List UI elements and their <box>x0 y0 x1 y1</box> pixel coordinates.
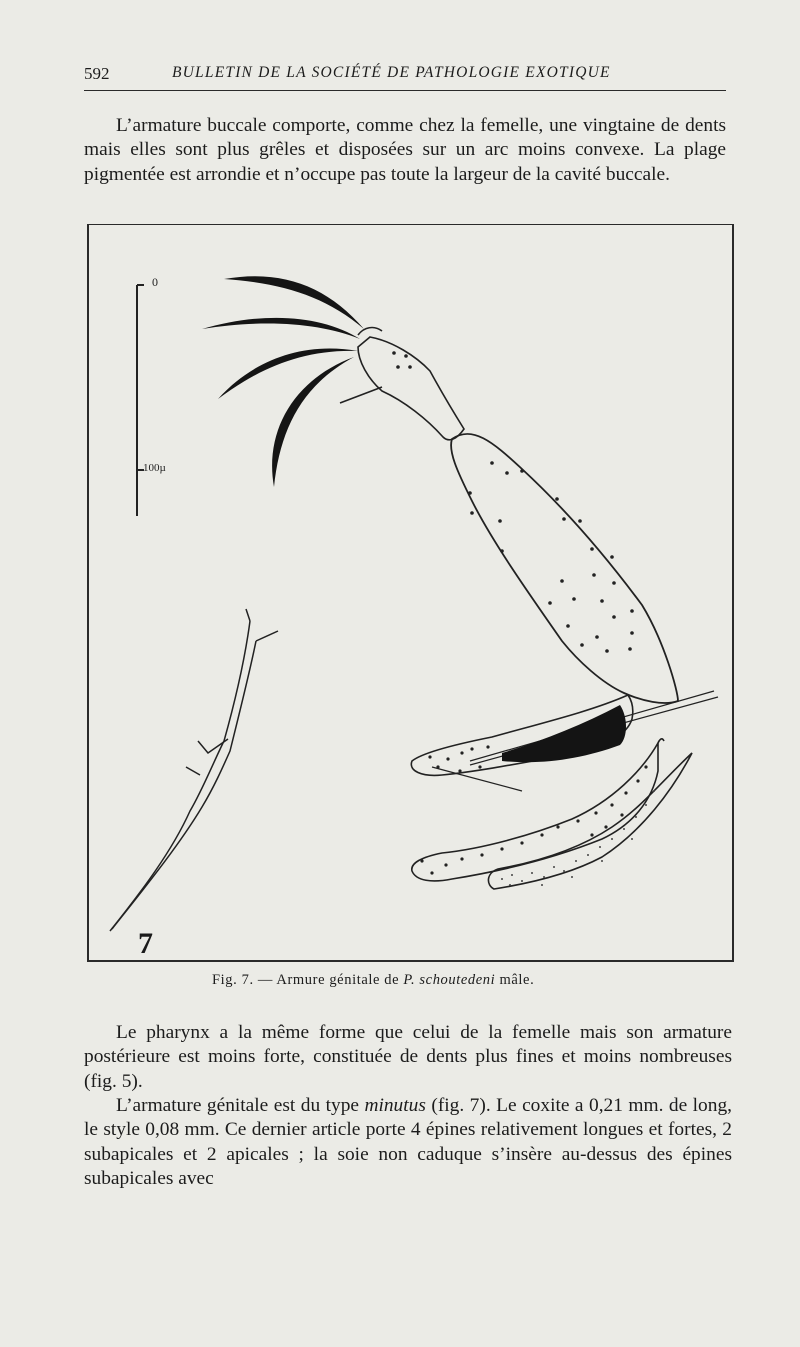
coxite-segment <box>451 434 678 703</box>
scale-bar <box>137 285 144 516</box>
paramere-dots <box>420 765 647 874</box>
figure-7-frame <box>87 224 734 962</box>
caption-species: P. schoutedeni <box>403 972 496 988</box>
figure-number: 7 <box>138 927 153 959</box>
sclerite <box>502 705 626 762</box>
p3-term: minutus <box>364 1095 426 1116</box>
stippled-lobe <box>501 790 655 886</box>
paragraph-buccal-armature: L’armature buccale comporte, comme chez la femelle, une vingtaine de dents mais elles sont plus grêles et disposées sur un arc moins convexe. La plage pigmentée est arrondie et n’occupe pas toute la largeur de la cavité buccale. <box>84 115 726 185</box>
page-number: 592 <box>84 64 110 83</box>
paramere <box>412 739 692 889</box>
caption-suffix: mâle. <box>495 972 535 988</box>
running-header <box>84 62 726 91</box>
figure-caption <box>212 972 632 989</box>
genital-armature-drawing <box>89 225 732 959</box>
p3-part-1: L’armature génitale est du type <box>116 1095 365 1116</box>
style-segment <box>340 328 464 440</box>
p3-part-2: (fig. 7). Le coxite a 0,21 mm. de long, le style 0,08 mm. Ce dernier article porte 4 épines relativement longues et fortes, 2 subapicales et 2 apicales ; la soie non caduque s’insère au-dessus des épines subapicales avec <box>84 1095 732 1190</box>
paragraph-pharynx: Le pharynx a la même forme que celui de la femelle mais son armature postérieure est moins forte, constituée de dents plus fines et moins nombreuses (fig. 5). <box>84 1022 732 1092</box>
paragraph-genital-armature <box>84 1094 732 1192</box>
scale-label-zero: 0 <box>152 275 158 289</box>
aedeagus <box>110 609 278 931</box>
caption-prefix: Fig. 7. — Armure génitale de <box>212 972 404 988</box>
style-spines <box>202 276 364 487</box>
journal-title: BULLETIN DE LA SOCIÉTÉ DE PATHOLOGIE EXOTIQUE <box>172 64 611 81</box>
scale-label-100: 100µ <box>143 462 166 474</box>
